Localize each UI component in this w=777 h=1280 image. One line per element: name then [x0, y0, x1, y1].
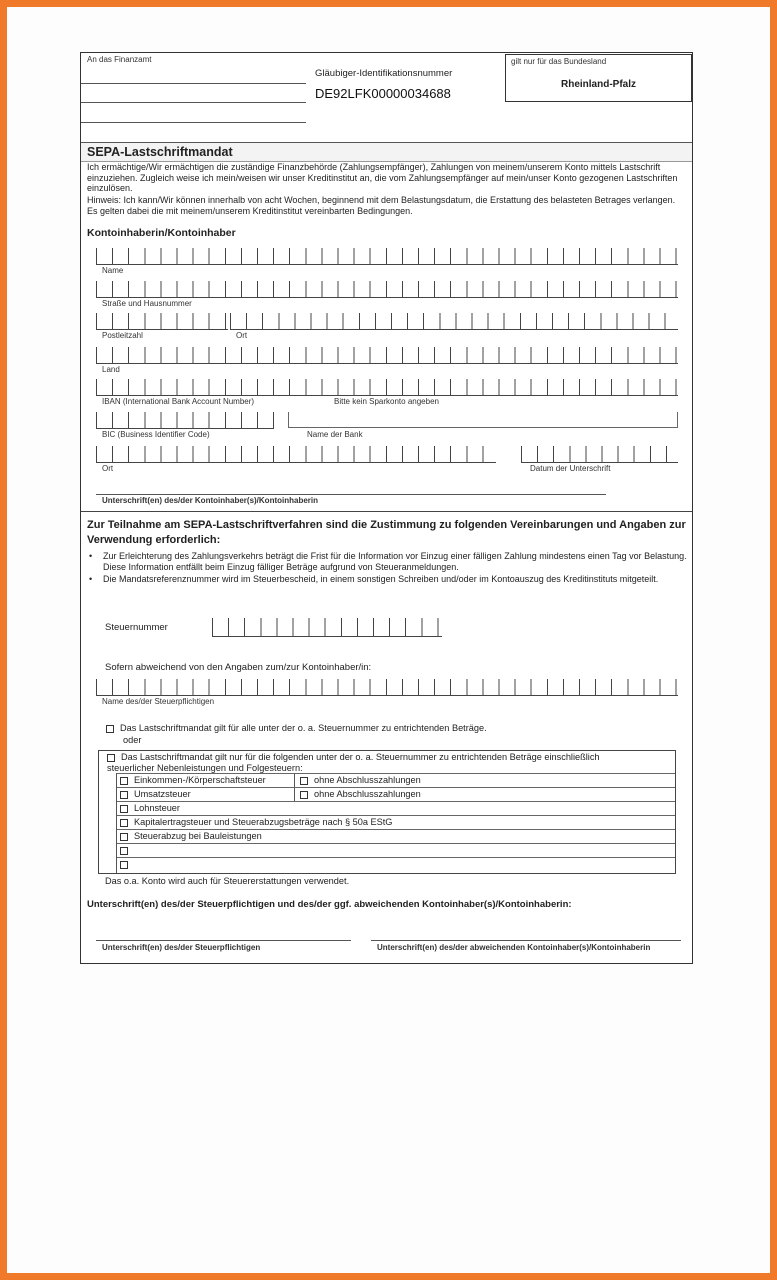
taxpayer-signature-label: Unterschrift(en) des/der Steuerpflichtigen: [102, 943, 261, 952]
holder-signature-label: Unterschrift(en) des/der abweichenden Kontoinhaber(s)/Kontoinhaberin: [377, 943, 651, 952]
creditor-id-label: Gläubiger-Identifikationsnummer: [315, 68, 453, 79]
checkbox[interactable]: [120, 777, 128, 785]
address-line: [81, 122, 306, 123]
name-input[interactable]: [96, 248, 678, 265]
option-wage-text: Lohnsteuer: [134, 803, 180, 813]
city-input[interactable]: [230, 313, 678, 330]
state-box: [505, 54, 692, 102]
taxpayer-signature-line[interactable]: [96, 940, 351, 941]
holder-signature-line[interactable]: [371, 940, 681, 941]
option-income-text: Einkommen-/Körperschaftsteuer: [134, 775, 266, 785]
refund-note: Das o.a. Konto wird auch für Steuererstattungen verwendet.: [105, 876, 350, 886]
zip-label: Postleitzahl: [102, 331, 143, 340]
taxpayer-name-label: Name des/der Steuerpflichtigen: [102, 697, 215, 706]
checkbox[interactable]: [120, 791, 128, 799]
tax-number-label: Steuernummer: [105, 622, 168, 633]
column-divider: [116, 773, 117, 873]
section-divider: [81, 511, 692, 512]
option-vat-extra[interactable]: [300, 789, 421, 799]
option-construction[interactable]: [120, 831, 262, 841]
option-capital[interactable]: [120, 817, 392, 827]
table-row: [116, 843, 675, 858]
checkbox[interactable]: [120, 819, 128, 827]
option-income-extra[interactable]: [300, 775, 421, 785]
option-construction-text: Steuerabzug bei Bauleistungen: [134, 831, 262, 841]
creditor-id: DE92LFK00000034688: [315, 86, 451, 101]
bank-name-label: Name der Bank: [307, 430, 363, 439]
street-input[interactable]: [96, 281, 678, 298]
recipient-label: An das Finanzamt: [87, 55, 152, 64]
taxpayer-name-input[interactable]: [96, 679, 678, 696]
date-label: Datum der Unterschrift: [530, 464, 611, 473]
option-some[interactable]: [107, 752, 647, 773]
iban-hint: Bitte kein Sparkonto angeben: [334, 397, 439, 406]
option-blank-1[interactable]: [120, 845, 134, 855]
address-line: [81, 83, 306, 84]
option-vat[interactable]: [120, 789, 191, 799]
address-line: [81, 102, 306, 103]
bic-label: BIC (Business Identifier Code): [102, 430, 210, 439]
checkbox[interactable]: [120, 847, 128, 855]
option-vat-text: Umsatzsteuer: [134, 789, 191, 799]
option-wage[interactable]: [120, 803, 180, 813]
name-label: Name: [102, 266, 124, 275]
bullet-icon: •: [89, 551, 93, 561]
checkbox[interactable]: [300, 777, 308, 785]
table-row: [116, 857, 675, 872]
iban-input[interactable]: [96, 379, 678, 396]
option-all[interactable]: [106, 723, 487, 733]
checkbox[interactable]: [120, 805, 128, 813]
bank-name-input[interactable]: [288, 412, 678, 428]
account-signature-line[interactable]: [96, 494, 606, 495]
option-some-text: Das Lastschriftmandat gilt nur für die folgenden unter der o. a. Steuernummer zu entrichtenden Beträge einschließlich steuerlicher Nebenleistungen und Folgesteuern:: [107, 752, 600, 773]
sepa-text-2: Hinweis: Ich kann/Wir können innerhalb von acht Wochen, beginnend mit dem Belastungsdatum, die Erstattung des belasteten Betrages verlangen. Es gelten dabei die mit meinem/unserem Kreditinstitut vereinbarten Bedingungen.: [87, 195, 676, 216]
agreement-heading: Zur Teilnahme am SEPA-Lastschriftverfahren sind die Zustimmung zu folgenden Vereinbarungen und Angaben zur Verwendung erforderlich:: [87, 519, 686, 546]
account-signature-label: Unterschrift(en) des/der Kontoinhaber(s)/Kontoinhaberin: [102, 496, 319, 505]
bic-input[interactable]: [96, 412, 274, 429]
sepa-title: SEPA-Lastschriftmandat: [87, 145, 233, 159]
table-row: [116, 773, 675, 788]
state-label: gilt nur für das Bundesland: [511, 57, 607, 66]
signatures-heading: Unterschrift(en) des/der Steuerpflichtigen und des/der ggf. abweichenden Kontoinhaber(s)/Kontoinhaberin:: [87, 899, 572, 910]
table-row: [116, 787, 675, 802]
checkbox[interactable]: [300, 791, 308, 799]
iban-label: IBAN (International Bank Account Number): [102, 397, 255, 406]
sepa-form: [80, 52, 693, 964]
country-label: Land: [102, 365, 120, 374]
checkbox[interactable]: [107, 754, 115, 762]
checkbox[interactable]: [120, 833, 128, 841]
city-label: Ort: [236, 331, 248, 340]
option-income-extra-text: ohne Abschlusszahlungen: [314, 775, 421, 785]
bullet-icon: •: [89, 574, 93, 584]
date-input[interactable]: [521, 446, 678, 463]
table-row: [116, 801, 675, 816]
deviating-label: Sofern abweichend von den Angaben zum/zur Kontoinhaber/in:: [105, 662, 372, 673]
country-input[interactable]: [96, 347, 678, 364]
option-capital-text: Kapitalertragsteuer und Steuerabzugsbeträge nach § 50a EStG: [134, 817, 393, 827]
checkbox[interactable]: [120, 861, 128, 869]
account-holder-heading: Kontoinhaberin/Kontoinhaber: [87, 227, 236, 239]
zip-input[interactable]: [96, 313, 228, 330]
street-label: Straße und Hausnummer: [102, 299, 192, 308]
table-row: [116, 815, 675, 830]
place-input[interactable]: [96, 446, 496, 463]
sepa-text-1: Ich ermächtige/Wir ermächtigen die zuständige Finanzbehörde (Zahlungsempfänger), Zahlungen von meinem/unserem Konto mittels Lastschrift einzuziehen. Zugleich weise ich mein/weisen wir unser Kreditinstitut an, die vom Zahlungsempfänger auf mein/unser Konto gezogenen Lastschriften einzulösen.: [87, 162, 678, 193]
option-vat-extra-text: ohne Abschlusszahlungen: [314, 789, 421, 799]
agreement-bullet-2: Die Mandatsreferenznummer wird im Steuerbescheid, in einem sonstigen Schreiben und/oder im Kontoauszug des Kreditinstituts mitgeteilt.: [103, 574, 659, 584]
sepa-title-bar: [81, 142, 692, 162]
oder-label: oder: [123, 735, 142, 745]
option-all-text: Das Lastschriftmandat gilt für alle unter der o. a. Steuernummer zu entrichtenden Beträge.: [120, 723, 487, 733]
table-row: [116, 829, 675, 844]
option-blank-2[interactable]: [120, 859, 134, 869]
tax-number-input[interactable]: [212, 618, 442, 637]
state-name: Rheinland-Pfalz: [560, 79, 636, 90]
option-income[interactable]: [120, 775, 266, 785]
place-label: Ort: [102, 464, 114, 473]
tax-options-table: [98, 750, 676, 874]
agreement-bullet-1: Zur Erleichterung des Zahlungsverkehrs beträgt die Frist für die Information vor Einzug einer fälligen Zahlung mindestens einen Tag vor Belastung. Diese Information entfällt beim Einzug fälliger Beträge aufgrund von Steueranmeldungen.: [103, 551, 687, 572]
checkbox[interactable]: [106, 725, 114, 733]
